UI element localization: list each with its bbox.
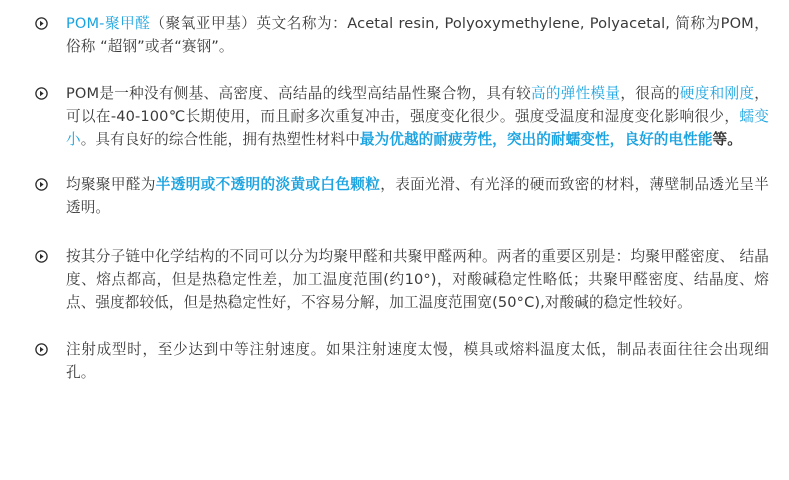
text-segment: ，表面光滑、有光泽的硬而致密的材料，薄壁制品透光呈半透明。 — [66, 176, 769, 216]
item-text — [66, 245, 769, 314]
highlight-term: 硬度和刚度 — [679, 85, 755, 102]
item-text — [66, 338, 769, 384]
circle-arrow-icon — [35, 343, 48, 356]
highlight-term: 半透明或不透明的淡黄或白色颗粒 — [155, 176, 381, 193]
list-item — [35, 12, 769, 58]
list-item — [35, 245, 769, 314]
circle-arrow-icon — [35, 17, 48, 30]
highlight-term: 高的弹性模量 — [531, 85, 621, 102]
list-item — [35, 82, 769, 151]
text-segment: 。具有良好的综合性能，拥有热塑性材料中 — [80, 131, 360, 148]
highlight-term: POM-聚甲醛 — [66, 15, 151, 32]
list-item — [35, 338, 769, 384]
text-segment: 等。 — [712, 131, 742, 148]
text-segment: 均聚聚甲醛为 — [66, 176, 156, 193]
item-text — [66, 173, 769, 219]
text-segment: 注射成型时，至少达到中等注射速度。如果注射速度太慢，模具或熔料温度太低，制品表面往往会出现细孔。 — [66, 341, 769, 381]
highlight-term: 最为优越的耐疲劳性，突出的耐蠕变性，良好的电性能 — [359, 131, 713, 148]
text-segment: 按其分子链中化学结构的不同可以分为均聚甲醛和共聚甲醛两种。两者的重要区别是：均聚甲醛密度、 结晶度、熔点都高，但是热稳定性差，加工温度范围(约10°)，对酸碱稳定性略低；共聚甲醛密度、结晶度、熔点、强度都较低，但是热稳定性好，不容易分解，加工温度范围宽(50°C),对酸碱的稳定性较好。 — [66, 248, 769, 311]
circle-arrow-icon — [35, 87, 48, 100]
item-text — [66, 82, 769, 151]
list-item — [35, 173, 769, 219]
text-segment: POM是一种没有侧基、高密度、高结晶的线型高结晶性聚合物，具有较 — [66, 85, 531, 102]
text-segment: （聚氧亚甲基）英文名称为：Acetal resin, Polyoxymethylene, Polyacetal, 简称为POM，俗称 “超钢”或者“赛钢”。 — [66, 15, 769, 55]
text-segment: ，可以在-40-100℃长期使用，而且耐多次重复冲击，强度变化很少。强度受温度和湿度变化影响很少， — [66, 85, 769, 125]
circle-arrow-icon — [35, 250, 48, 263]
highlight-term: 蠕变小 — [66, 108, 770, 148]
circle-arrow-icon — [35, 178, 48, 191]
text-segment: ，很高的 — [620, 85, 680, 102]
item-text — [66, 12, 769, 58]
